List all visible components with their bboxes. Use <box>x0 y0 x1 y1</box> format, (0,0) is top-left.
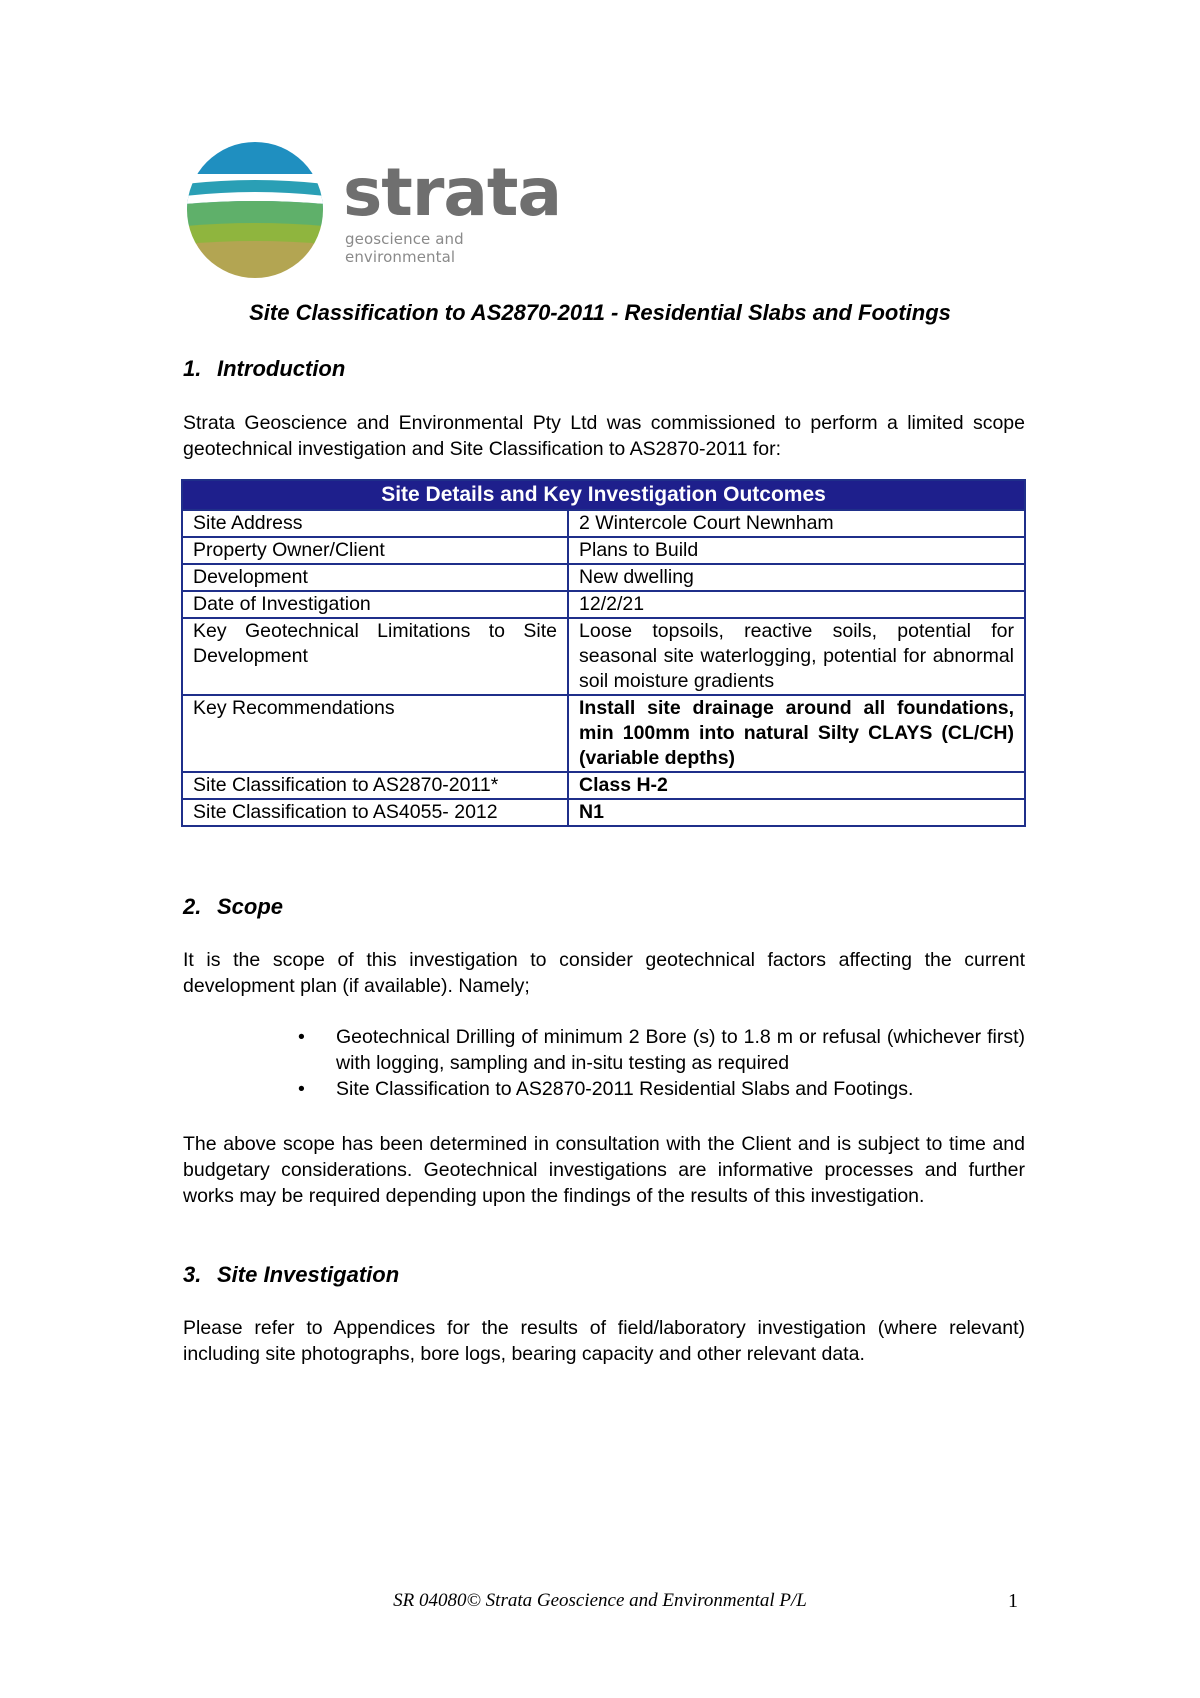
section-number: 1. <box>183 356 202 381</box>
section-heading-site-investigation <box>183 1262 399 1288</box>
section-heading-introduction <box>183 356 345 382</box>
bullet-icon: • <box>298 1078 305 1100</box>
scope-bullet-list <box>183 1024 1025 1102</box>
investigation-paragraph: Please refer to Appendices for the results of field/laboratory investigation (where relevant) including site photographs, bore logs, bearing capacity and other relevant data. <box>183 1317 1025 1365</box>
bullet-icon: • <box>298 1026 305 1048</box>
scope-note-paragraph: The above scope has been determined in consultation with the Client and is subject to time and budgetary considerations. Geotechnical investigations are informative processes and further works may be required depending upon the findings of the results of this investigation. <box>183 1133 1025 1207</box>
row-label: Development <box>182 564 568 591</box>
section-number: 2. <box>183 894 202 919</box>
intro-paragraph: Strata Geoscience and Environmental Pty Ltd was commissioned to perform a limited scope geotechnical investigation and Site Classification to AS2870-2011 for: <box>183 412 1025 460</box>
section-heading-scope <box>183 894 283 920</box>
row-label: Key Recommendations <box>182 695 568 772</box>
section-number: 3. <box>183 1262 202 1287</box>
table-header-row <box>182 480 1025 510</box>
section-title: Site Investigation <box>217 1262 400 1287</box>
list-item <box>183 1024 1025 1076</box>
document-title: Site Classification to AS2870-2011 - Residential Slabs and Footings <box>249 300 951 325</box>
logo-tagline: geoscience and environmental <box>345 230 464 266</box>
table-row <box>182 564 1025 591</box>
row-value: 2 Wintercole Court Newnham <box>568 510 1025 537</box>
table-row <box>182 695 1025 772</box>
row-value: N1 <box>568 799 1025 826</box>
row-label: Site Classification to AS2870-2011* <box>182 772 568 799</box>
list-item-text: Geotechnical Drilling of minimum 2 Bore (s) to 1.8 m or refusal (whichever first) with logging, sampling and in-situ testing as required <box>336 1026 1025 1074</box>
section-title: Introduction <box>217 356 346 381</box>
row-label: Site Address <box>182 510 568 537</box>
table-row <box>182 772 1025 799</box>
section-title: Scope <box>217 894 284 919</box>
list-item-text: Site Classification to AS2870-2011 Residential Slabs and Footings. <box>336 1078 914 1100</box>
logo-wordmark: strata <box>343 154 562 231</box>
row-label: Date of Investigation <box>182 591 568 618</box>
globe-logo-icon <box>185 140 325 280</box>
table-row <box>182 510 1025 537</box>
page-number: 1 <box>1008 1590 1018 1612</box>
row-value: Loose topsoils, reactive soils, potential for seasonal site waterlogging, potential for abnormal soil moisture gradients <box>568 618 1025 695</box>
row-label: Property Owner/Client <box>182 537 568 564</box>
scope-paragraph: It is the scope of this investigation to consider geotechnical factors affecting the current development plan (if available). Namely; <box>183 949 1025 997</box>
table-row <box>182 537 1025 564</box>
table-row <box>182 618 1025 695</box>
row-label: Site Classification to AS4055- 2012 <box>182 799 568 826</box>
list-item <box>183 1076 1025 1102</box>
row-value: Plans to Build <box>568 537 1025 564</box>
row-value: New dwelling <box>568 564 1025 591</box>
row-value: 12/2/21 <box>568 591 1025 618</box>
table-row <box>182 591 1025 618</box>
row-label: Key Geotechnical Limitations to Site Development <box>182 618 568 695</box>
page-footer: SR 04080© Strata Geoscience and Environmental P/L <box>393 1590 807 1611</box>
row-value: Install site drainage around all foundations, min 100mm into natural Silty CLAYS (CL/CH) (variable depths) <box>568 695 1025 772</box>
row-value: Class H-2 <box>568 772 1025 799</box>
site-details-table <box>181 479 1026 827</box>
table-header: Site Details and Key Investigation Outcomes <box>182 480 1025 510</box>
strata-logo <box>185 140 565 280</box>
table-row <box>182 799 1025 826</box>
